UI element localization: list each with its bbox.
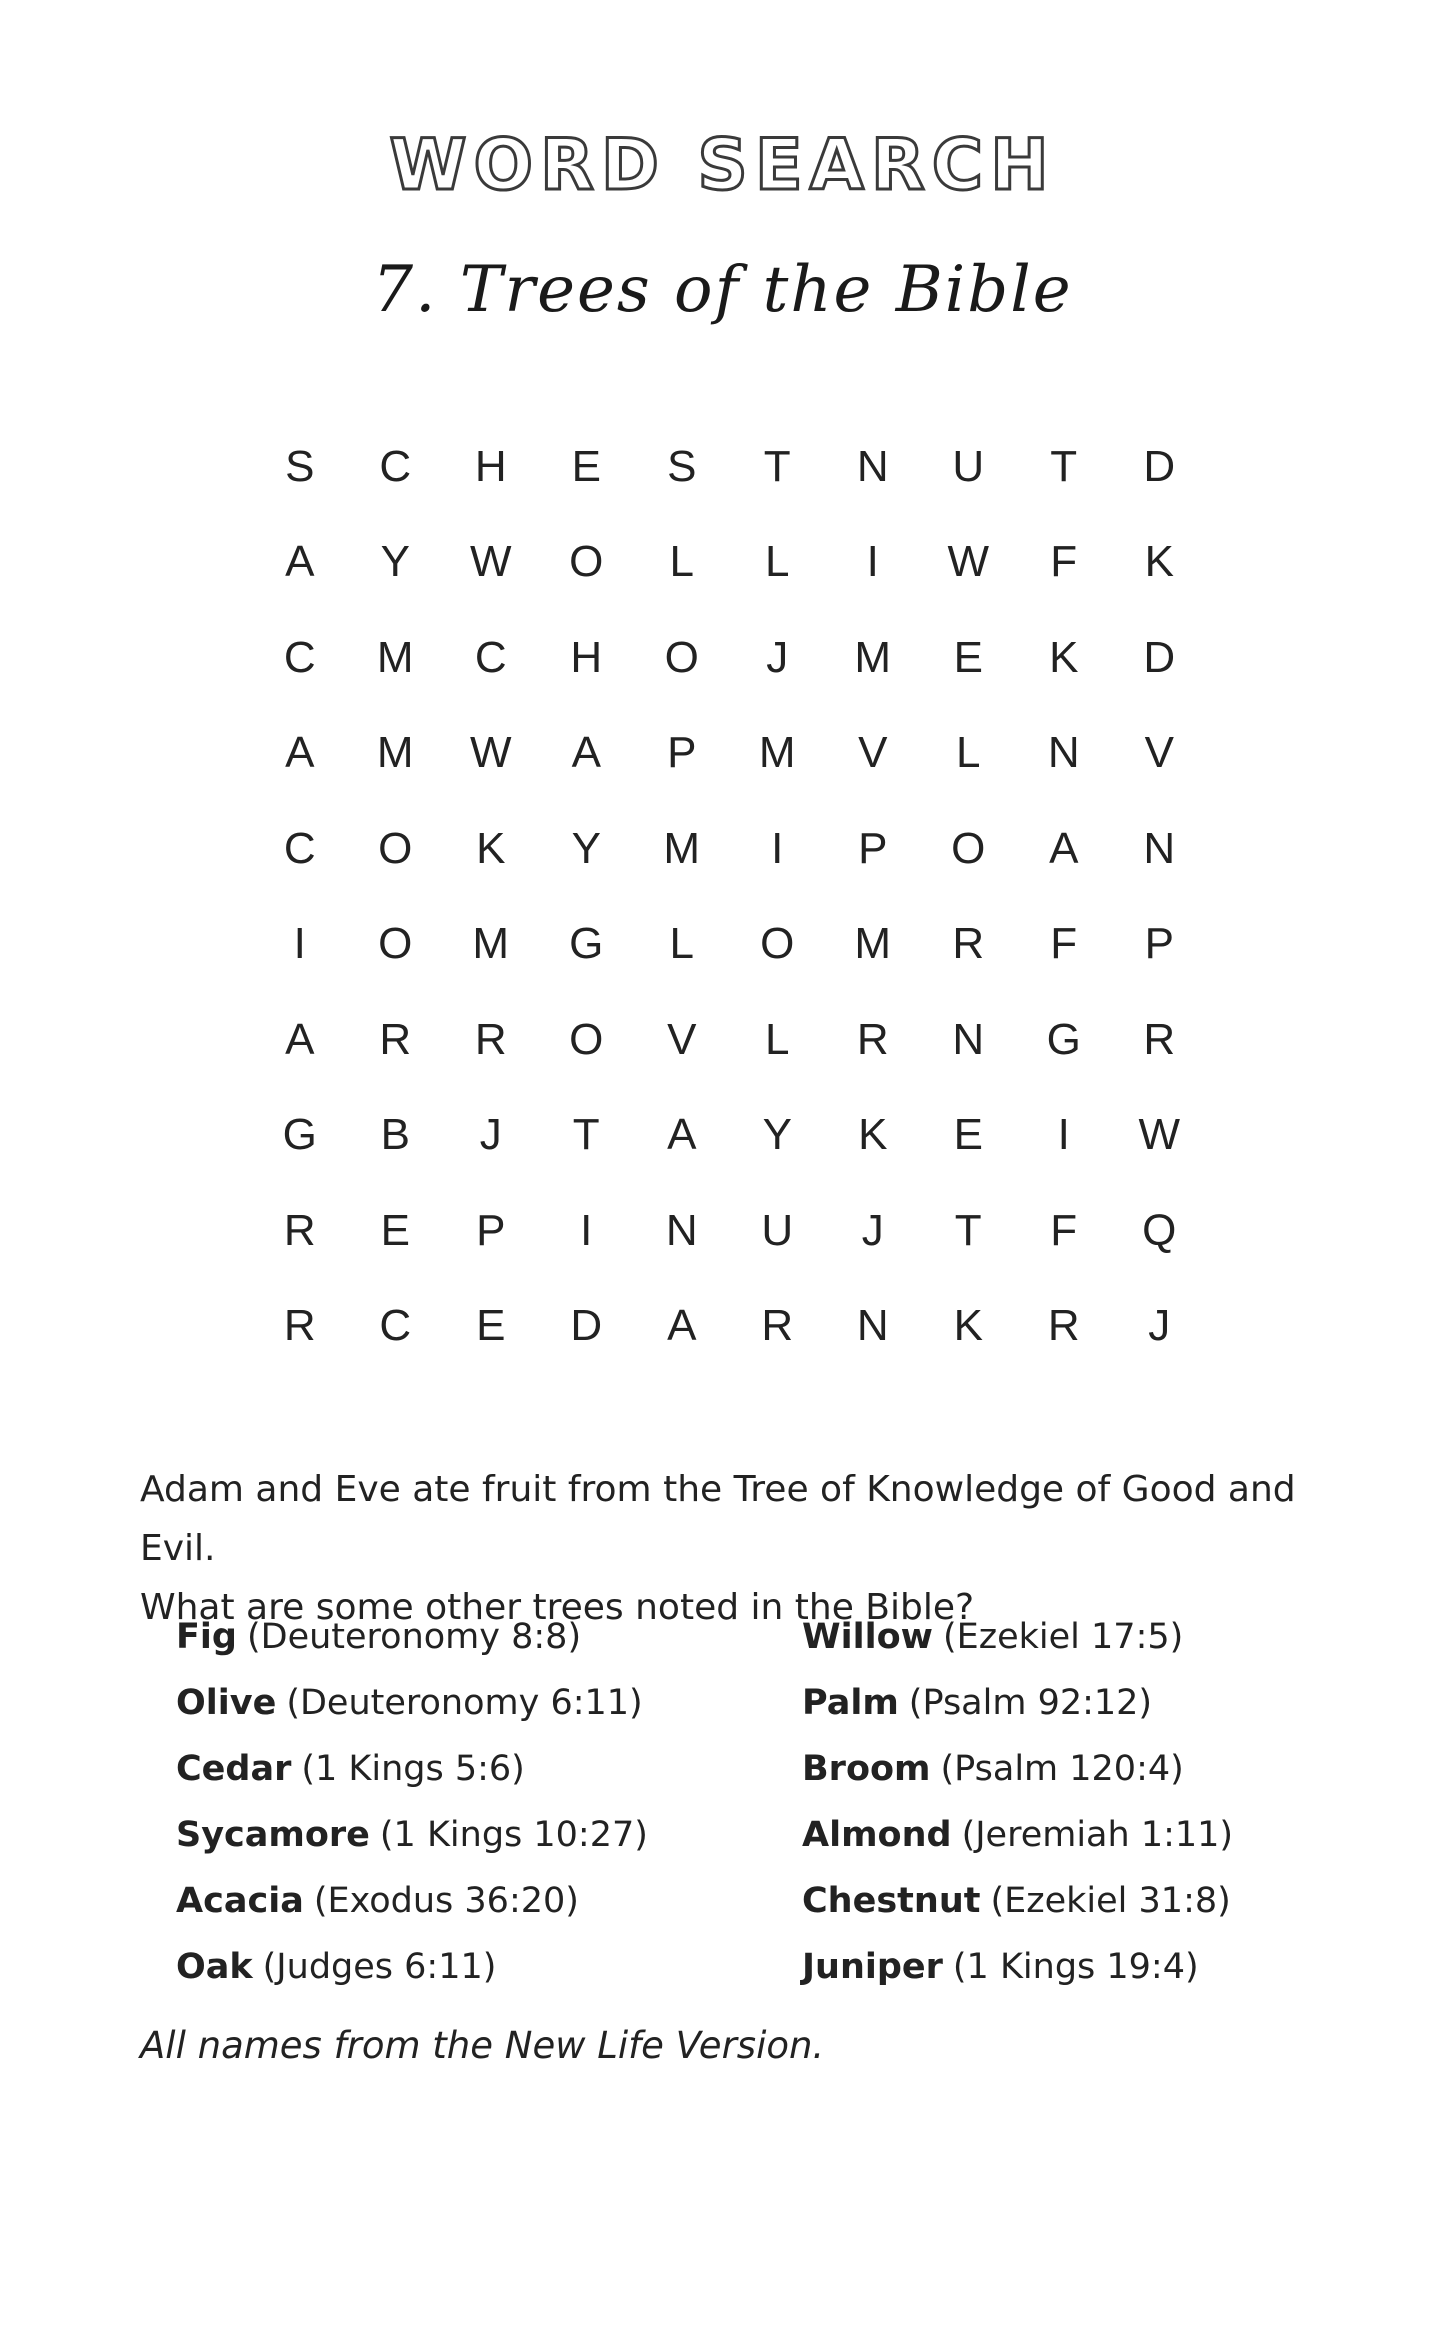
grid-letter[interactable]: I: [866, 537, 879, 587]
grid-letter[interactable]: R: [856, 1014, 889, 1064]
grid-letter[interactable]: M: [758, 728, 796, 778]
tree-list-item: [176, 1670, 802, 1736]
grid-letter[interactable]: O: [378, 823, 413, 873]
grid-letter[interactable]: A: [285, 537, 315, 587]
grid-letter[interactable]: R: [283, 1205, 316, 1255]
grid-letter[interactable]: R: [474, 1014, 507, 1064]
grid-letter[interactable]: P: [1144, 919, 1174, 969]
grid-letter[interactable]: W: [947, 537, 990, 587]
grid-letter[interactable]: V: [858, 728, 888, 778]
tree-name: Acacia: [176, 1881, 304, 1921]
tree-list-item: [176, 1868, 802, 1934]
grid-letter[interactable]: F: [1050, 1205, 1078, 1255]
grid-letter[interactable]: S: [285, 441, 315, 491]
grid-letter[interactable]: O: [569, 537, 604, 587]
grid-letter[interactable]: T: [954, 1205, 982, 1255]
grid-letter[interactable]: I: [580, 1205, 593, 1255]
grid-letter[interactable]: N: [1143, 823, 1176, 873]
tree-name: Sycamore: [176, 1815, 370, 1855]
tree-reference: (Judges 6:11): [262, 1947, 497, 1987]
grid-letter[interactable]: T: [763, 441, 791, 491]
grid-letter[interactable]: G: [1046, 1014, 1081, 1064]
grid-letter[interactable]: E: [953, 632, 983, 682]
page-title: WORD SEARCH: [389, 124, 1056, 206]
grid-letter[interactable]: M: [663, 823, 701, 873]
tree-reference: (Deuteronomy 6:11): [286, 1683, 643, 1723]
tree-list-item: [176, 1802, 802, 1868]
grid-letter[interactable]: E: [953, 1110, 983, 1160]
grid-letter[interactable]: Y: [380, 537, 410, 587]
word-search-grid: [252, 419, 1207, 1374]
tree-reference: (Deuteronomy 8:8): [246, 1617, 582, 1657]
tree-list-item: [802, 1670, 1428, 1736]
grid-letter[interactable]: C: [474, 632, 507, 682]
grid-letter[interactable]: R: [761, 1301, 794, 1351]
grid-letter[interactable]: O: [378, 919, 413, 969]
tree-list-item: [176, 1736, 802, 1802]
intro-line-2: What are some other trees noted in the Bible?: [140, 1587, 975, 1628]
grid-letter[interactable]: G: [282, 1110, 317, 1160]
tree-name: Chestnut: [802, 1881, 981, 1921]
grid-letter[interactable]: L: [669, 537, 694, 587]
tree-name: Juniper: [802, 1947, 943, 1987]
grid-letter[interactable]: R: [379, 1014, 412, 1064]
grid-letter[interactable]: O: [569, 1014, 604, 1064]
grid-letter[interactable]: W: [469, 728, 512, 778]
grid-letter[interactable]: P: [667, 728, 697, 778]
grid-letter[interactable]: C: [283, 823, 316, 873]
tree-list-item: [802, 1934, 1428, 2000]
grid-letter[interactable]: A: [285, 728, 315, 778]
tree-name: Broom: [802, 1749, 931, 1789]
grid-letter[interactable]: R: [1143, 1014, 1176, 1064]
tree-list-item: [176, 1604, 802, 1670]
grid-letter[interactable]: I: [1057, 1110, 1070, 1160]
grid-letter[interactable]: H: [570, 632, 603, 682]
grid-letter[interactable]: Y: [571, 823, 601, 873]
grid-letter[interactable]: A: [667, 1301, 697, 1351]
grid-letter[interactable]: C: [379, 441, 412, 491]
grid-letter[interactable]: M: [376, 728, 414, 778]
grid-letter[interactable]: T: [1050, 441, 1078, 491]
grid-letter[interactable]: A: [1049, 823, 1079, 873]
grid-letter[interactable]: N: [856, 1301, 889, 1351]
grid-letter[interactable]: M: [854, 632, 892, 682]
grid-letter[interactable]: J: [479, 1110, 502, 1160]
tree-reference: (Ezekiel 31:8): [990, 1881, 1231, 1921]
tree-reference: (Jeremiah 1:11): [961, 1815, 1234, 1855]
grid-letter[interactable]: J: [1148, 1301, 1171, 1351]
grid-letter[interactable]: M: [472, 919, 510, 969]
tree-reference: (1 Kings 5:6): [301, 1749, 525, 1789]
grid-letter[interactable]: Y: [762, 1110, 792, 1160]
tree-name: Oak: [176, 1947, 253, 1987]
tree-word-list: [176, 1604, 1428, 2000]
grid-letter[interactable]: K: [476, 823, 506, 873]
grid-letter[interactable]: T: [572, 1110, 600, 1160]
grid-letter[interactable]: A: [571, 728, 601, 778]
grid-letter[interactable]: E: [571, 441, 601, 491]
grid-letter[interactable]: N: [856, 441, 889, 491]
tree-reference: (Ezekiel 17:5): [942, 1617, 1184, 1657]
grid-letter[interactable]: A: [285, 1014, 315, 1064]
grid-letter[interactable]: V: [1144, 728, 1174, 778]
tree-reference: (Psalm 120:4): [940, 1749, 1184, 1789]
grid-letter[interactable]: O: [760, 919, 795, 969]
tree-list-item: [802, 1736, 1428, 1802]
puzzle-subtitle: 7. Trees of the Bible: [372, 253, 1073, 327]
grid-letter[interactable]: U: [952, 441, 985, 491]
grid-letter[interactable]: K: [953, 1301, 983, 1351]
tree-reference: (Psalm 92:12): [908, 1683, 1153, 1723]
tree-list-item: [176, 1934, 802, 2000]
tree-list-item: [802, 1868, 1428, 1934]
grid-letter[interactable]: S: [667, 441, 697, 491]
tree-reference: (Exodus 36:20): [313, 1881, 579, 1921]
grid-letter[interactable]: E: [476, 1301, 506, 1351]
grid-letter[interactable]: C: [283, 632, 316, 682]
grid-letter[interactable]: R: [1047, 1301, 1080, 1351]
grid-letter[interactable]: W: [469, 537, 512, 587]
grid-letter[interactable]: N: [952, 1014, 985, 1064]
grid-letter[interactable]: A: [667, 1110, 697, 1160]
grid-letter[interactable]: L: [765, 537, 790, 587]
grid-letter[interactable]: J: [766, 632, 789, 682]
tree-name: Cedar: [176, 1749, 292, 1789]
grid-letter[interactable]: H: [474, 441, 507, 491]
grid-letter[interactable]: E: [380, 1205, 410, 1255]
grid-letter[interactable]: O: [951, 823, 986, 873]
grid-letter[interactable]: D: [1143, 632, 1176, 682]
tree-name: Fig: [176, 1617, 237, 1657]
grid-letter[interactable]: Q: [1142, 1205, 1177, 1255]
grid-letter[interactable]: W: [1138, 1110, 1181, 1160]
footnote: All names from the New Life Version.: [140, 2024, 825, 2067]
grid-letter[interactable]: B: [380, 1110, 410, 1160]
grid-letter[interactable]: P: [858, 823, 888, 873]
grid-letter[interactable]: M: [376, 632, 414, 682]
grid-letter[interactable]: L: [956, 728, 981, 778]
grid-letter[interactable]: I: [293, 919, 306, 969]
grid-letter[interactable]: C: [379, 1301, 412, 1351]
grid-letter[interactable]: O: [664, 632, 699, 682]
tree-list-item: [802, 1604, 1428, 1670]
grid-letter[interactable]: L: [765, 1014, 790, 1064]
grid-letter[interactable]: M: [854, 919, 892, 969]
tree-name: Palm: [802, 1683, 899, 1723]
tree-list-item: [802, 1802, 1428, 1868]
grid-letter[interactable]: R: [283, 1301, 316, 1351]
grid-letter[interactable]: R: [952, 919, 985, 969]
grid-letter[interactable]: U: [761, 1205, 794, 1255]
grid-letter[interactable]: N: [1047, 728, 1080, 778]
grid-letter[interactable]: K: [1049, 632, 1079, 682]
grid-letter[interactable]: V: [667, 1014, 697, 1064]
grid-letter[interactable]: I: [771, 823, 784, 873]
intro-line-1: Adam and Eve ate fruit from the Tree of Knowledge of Good and Evil.: [140, 1469, 1296, 1569]
grid-letter[interactable]: N: [665, 1205, 698, 1255]
grid-letter[interactable]: F: [1050, 537, 1078, 587]
grid-letter[interactable]: F: [1050, 919, 1078, 969]
grid-letter[interactable]: J: [861, 1205, 884, 1255]
tree-name: Olive: [176, 1683, 277, 1723]
tree-name: Almond: [802, 1815, 952, 1855]
grid-letter[interactable]: P: [476, 1205, 506, 1255]
grid-letter[interactable]: K: [1144, 537, 1174, 587]
grid-letter[interactable]: L: [669, 919, 694, 969]
tree-reference: (1 Kings 10:27): [379, 1815, 648, 1855]
tree-name: Willow: [802, 1617, 933, 1657]
tree-reference: (1 Kings 19:4): [952, 1947, 1199, 1987]
grid-letter[interactable]: D: [1143, 441, 1176, 491]
grid-letter[interactable]: K: [858, 1110, 888, 1160]
grid-letter[interactable]: D: [570, 1301, 603, 1351]
grid-letter[interactable]: G: [569, 919, 604, 969]
